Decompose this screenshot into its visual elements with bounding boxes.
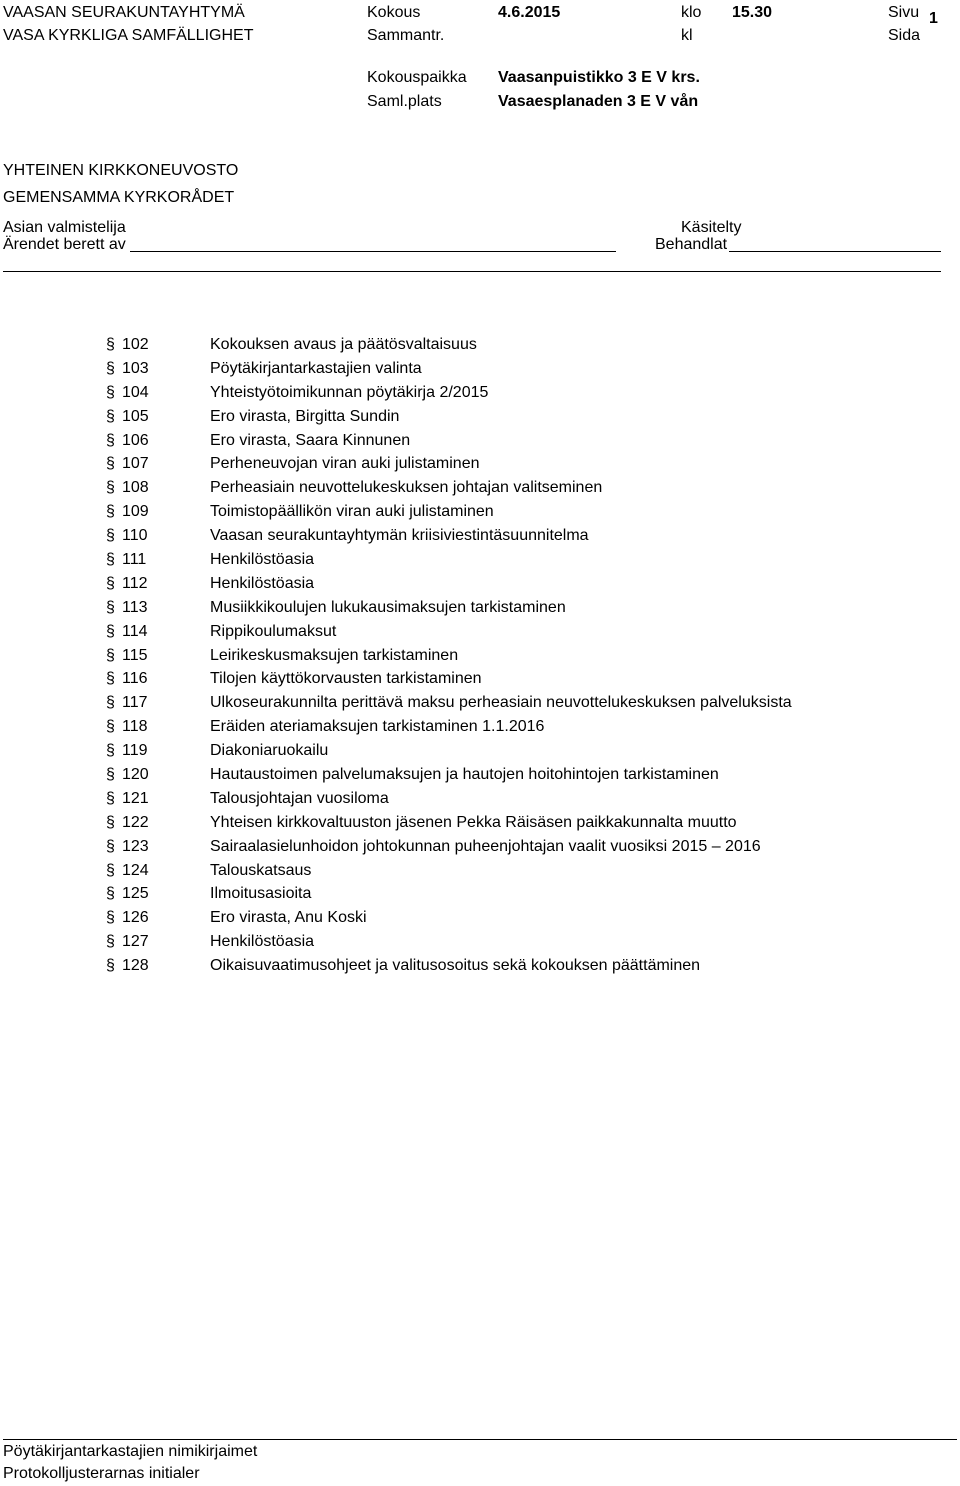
section-sign: § [106, 503, 115, 521]
agenda-item [106, 789, 906, 813]
agenda-item-number: 123 [122, 837, 149, 855]
section-sign: § [106, 837, 115, 855]
venue-label-sv: Saml.plats [367, 93, 442, 110]
footer-initials-sv: Protokolljusterarnas initialer [3, 1465, 200, 1482]
agenda-item-title: Eräiden ateriamaksujen tarkistaminen 1.1.2016 [210, 718, 545, 736]
agenda-item-number: 104 [122, 383, 149, 401]
agenda-item-title: Toimistopäällikön viran auki julistaminen [210, 503, 494, 521]
venue-fi: Vaasanpuistikko 3 E V krs. [498, 69, 700, 86]
agenda-item-title: Talousjohtajan vuosiloma [210, 789, 389, 807]
agenda-item-number: 120 [122, 766, 149, 784]
agenda-item-title: Kokouksen avaus ja päätösvaltaisuus [210, 336, 477, 353]
section-sign: § [106, 813, 115, 831]
agenda-item-title: Musiikkikoulujen lukukausimaksujen tarkistaminen [210, 598, 566, 616]
agenda-item-number: 112 [122, 574, 148, 592]
agenda-item-number: 118 [122, 718, 148, 736]
section-sign: § [106, 861, 115, 879]
agenda-item-number: 102 [122, 336, 149, 353]
agenda-item-title: Tilojen käyttökorvausten tarkistaminen [210, 670, 482, 688]
agenda-item-number: 127 [122, 933, 149, 951]
agenda-item-title: Yhteisen kirkkovaltuuston jäsenen Pekka Räisäsen paikkakunnalta muutto [210, 813, 737, 831]
handled-label-sv: Behandlat [655, 236, 728, 253]
agenda-item-title: Sairaalasielunhoidon johtokunnan puheenjohtajan vaalit vuosiksi 2015 – 2016 [210, 837, 761, 855]
agenda-item [106, 741, 906, 765]
agenda-item-title: Ero virasta, Birgitta Sundin [210, 407, 400, 425]
meeting-label-sv: Sammantr. [367, 27, 445, 44]
agenda-item-number: 114 [122, 622, 148, 640]
agenda-item-title: Leirikeskusmaksujen tarkistaminen [210, 646, 459, 664]
section-sign: § [106, 431, 115, 449]
meeting-date: 4.6.2015 [498, 4, 561, 21]
section-sign: § [106, 622, 115, 640]
agenda-item-number: 119 [122, 742, 148, 760]
agenda-item [106, 622, 906, 646]
agenda-item-title: Yhteistyötoimikunnan pöytäkirja 2/2015 [210, 383, 489, 401]
page-label-fi: Sivu [888, 4, 920, 21]
agenda-item [106, 359, 906, 383]
agenda-item-title: Hautaustoimen palvelumaksujen ja hautojen hoitohintojen tarkistaminen [210, 766, 719, 784]
venue-label-fi: Kokouspaikka [367, 69, 467, 86]
agenda-item-number: 109 [122, 503, 149, 521]
agenda-item-title: Henkilöstöasia [210, 551, 315, 569]
agenda-item-number: 125 [122, 885, 149, 903]
agenda-item-number: 113 [122, 598, 148, 616]
agenda-item-title: Rippikoulumaksut [210, 622, 337, 640]
page-label-sv: Sida [888, 27, 921, 44]
section-sign: § [106, 551, 115, 569]
agenda-item-number: 126 [122, 909, 149, 927]
section-sign: § [106, 455, 115, 473]
section-sign: § [106, 718, 115, 736]
time-label-fi: klo [681, 4, 702, 21]
venue-sv: Vasaesplanaden 3 E V vån [498, 93, 699, 110]
agenda-item-number: 116 [122, 670, 148, 688]
agenda-item-title: Perheasiain neuvottelukeskuksen johtajan valitseminen [210, 479, 603, 497]
section-sign: § [106, 574, 115, 592]
section-sign: § [106, 336, 115, 353]
agenda-item [106, 526, 906, 550]
section-sign: § [106, 383, 115, 401]
agenda-list [106, 335, 906, 980]
page-number: 1 [929, 10, 938, 27]
agenda-item [106, 932, 906, 956]
agenda-item-title: Ulkoseurakunnilta perittävä maksu perheasiain neuvottelukeskuksen palveluksista [210, 694, 792, 712]
section-sign: § [106, 789, 115, 807]
agenda-item-title: Oikaisuvaatimusohjeet ja valitusosoitus sekä kokouksen päättäminen [210, 957, 701, 975]
agenda-item-title: Talouskatsaus [210, 861, 312, 879]
handled-label-fi: Käsitelty [681, 219, 742, 236]
org-name-sv: VASA KYRKLIGA SAMFÄLLIGHET [3, 27, 254, 44]
section-sign: § [106, 646, 115, 664]
agenda-item [106, 884, 906, 908]
agenda-item-number: 121 [122, 789, 149, 807]
agenda-item [106, 454, 906, 478]
section-sign: § [106, 933, 115, 951]
agenda-item-title: Diakoniaruokailu [210, 742, 329, 760]
agenda-item-number: 122 [122, 813, 149, 831]
org-name-fi: VAASAN SEURAKUNTAYHTYMÄ [3, 4, 245, 21]
agenda-item [106, 669, 906, 693]
agenda-item [106, 717, 906, 741]
agenda-item [106, 837, 906, 861]
agenda-item [106, 502, 906, 526]
agenda-item [106, 598, 906, 622]
agenda-item [106, 383, 906, 407]
section-sign: § [106, 407, 115, 425]
agenda-item [106, 861, 906, 885]
meeting-time: 15.30 [732, 4, 773, 21]
agenda-item-number: 103 [122, 359, 149, 377]
section-sign: § [106, 527, 115, 545]
section-sign: § [106, 766, 115, 784]
agenda-item-title: Vaasan seurakuntayhtymän kriisiviestintäsuunnitelma [210, 527, 589, 545]
agenda-item-number: 111 [122, 551, 147, 569]
agenda-item-number: 108 [122, 479, 149, 497]
agenda-item-title: Ero virasta, Anu Koski [210, 909, 367, 927]
section-sign: § [106, 742, 115, 760]
agenda-item-title: Pöytäkirjantarkastajien valinta [210, 359, 422, 377]
agenda-item [106, 478, 906, 502]
section-sign: § [106, 359, 115, 377]
presenter-label-fi: Asian valmistelija [3, 219, 126, 236]
section-sign: § [106, 694, 115, 712]
agenda-item-number: 117 [122, 694, 148, 712]
section-sign: § [106, 598, 115, 616]
section-sign: § [106, 909, 115, 927]
agenda-item [106, 908, 906, 932]
agenda-item-number: 128 [122, 957, 149, 975]
agenda-item [106, 693, 906, 717]
agenda-item-title: Perheneuvojan viran auki julistaminen [210, 455, 480, 473]
agenda-item-number: 107 [122, 455, 149, 473]
agenda-item-title: Henkilöstöasia [210, 933, 315, 951]
agenda-item [106, 407, 906, 431]
agenda-item [106, 335, 906, 359]
section-sign: § [106, 670, 115, 688]
footer-divider [3, 1439, 957, 1440]
agenda-item-number: 106 [122, 431, 149, 449]
council-title-fi: YHTEINEN KIRKKONEUVOSTO [3, 162, 239, 179]
agenda-item [106, 646, 906, 670]
section-sign: § [106, 957, 115, 975]
footer-initials-fi: Pöytäkirjantarkastajien nimikirjaimet [3, 1443, 258, 1460]
agenda-item-title: Ero virasta, Saara Kinnunen [210, 431, 411, 449]
agenda-item [106, 765, 906, 789]
agenda-item-number: 115 [122, 646, 148, 664]
agenda-item-number: 124 [122, 861, 149, 879]
header-divider [3, 271, 941, 272]
agenda-item-title: Ilmoitusasioita [210, 885, 312, 903]
section-sign: § [106, 885, 115, 903]
council-title-sv: GEMENSAMMA KYRKORÅDET [3, 189, 235, 206]
agenda-item [106, 550, 906, 574]
agenda-item [106, 431, 906, 455]
presenter-label-sv: Ärendet berett av [3, 236, 126, 253]
agenda-item [106, 956, 906, 980]
handled-line [729, 251, 941, 252]
agenda-item-title: Henkilöstöasia [210, 574, 315, 592]
time-label-sv: kl [681, 27, 693, 44]
agenda-item [106, 813, 906, 837]
agenda-item-number: 110 [122, 527, 148, 545]
agenda-item [106, 574, 906, 598]
meeting-label-fi: Kokous [367, 4, 421, 21]
presenter-line [130, 251, 616, 252]
section-sign: § [106, 479, 115, 497]
agenda-item-number: 105 [122, 407, 149, 425]
